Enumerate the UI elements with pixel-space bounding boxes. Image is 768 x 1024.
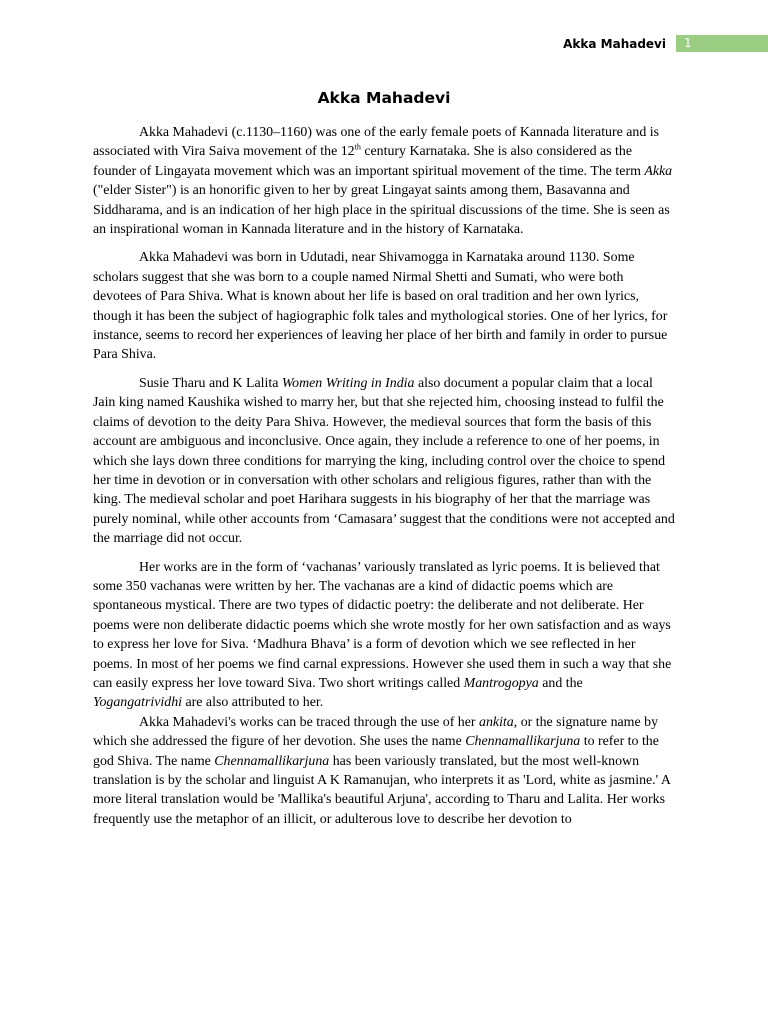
document-body: [93, 123, 675, 829]
header-title: Akka Mahadevi: [563, 37, 666, 51]
page-header: [0, 35, 768, 52]
paragraph-4: Her works are in the form of ‘vachanas’ variously translated as lyric poems. It is believed that some 350 vachanas were written by her. The vachanas are a kind of didactic poems which are spontaneous mystical. There are two types of didactic poetry: the deliberate and not deliberate. Her poems were non deliberate didactic poems which she wrote mostly for her own satisfaction and as ways to express her love for Siva. ‘Madhura Bhava’ is a form of devotion which we see reflected in her poems. In most of her poems we find carnal expressions. However she used them in such a way that she can easily express her love toward Siva. Two short writings called Mantrogopya and the Yogangatrividhi are also attributed to her.: [93, 559, 672, 711]
paragraph-5: Akka Mahadevi's works can be traced through the use of her ankita, or the signature name by which she addressed the figure of her devotion. She uses the name Chennamallikarjuna to refer to the god Shiva. The name Chennamallikarjuna has been variously translated, but the most well-known translation is by the scholar and linguist A K Ramanujan, who interprets it as 'Lord, white as jasmine.' A more literal translation would be 'Mallika's beautiful Arjuna', according to Tharu and Lalita. Her works frequently use the metaphor of an illicit, or adulterous love to describe her devotion to: [93, 714, 671, 827]
paragraph-1: Akka Mahadevi (c.1130–1160) was one of the early female poets of Kannada literature and is associated with Vira Saiva movement of the 12th century Karnataka. She is also considered as the founder of Lingayata movement which was an important spiritual movement of the time. The term Akka ("elder Sister") is an honorific given to her by great Lingayat saints among them, Basavanna and Siddharama, and is an indication of her high place in the spiritual discussions of the time. She is seen as an inspirational woman in Kannada literature and in the history of Karnataka.: [93, 125, 673, 238]
paragraph-2: Akka Mahadevi was born in Udutadi, near Shivamogga in Karnataka around 1130. Some scholars suggest that she was born to a couple named Nirmal Shetti and Sumati, who were both devotees of Para Shiva. What is known about her life is based on oral tradition and her own lyrics, though it has been the subject of hagiographic folk tales and mythological stories. One of her lyrics, for instance, seems to record her experiences of leaving her place of her birth and family in order to pursue Para Shiva.: [93, 250, 668, 363]
document-title: Akka Mahadevi: [317, 89, 451, 107]
page-number-badge: 1: [676, 35, 768, 52]
paragraph-3: Susie Tharu and K Lalita Women Writing in India also document a popular claim that a local Jain king named Kaushika wished to marry her, but that she rejected him, choosing instead to fulfil the claims of devotion to the deity Para Shiva. However, the medieval sources that form the basis of this account are ambiguous and inconclusive. Once again, they include a reference to one of her poems, in which she lays down three conditions for marrying the king, including control over the choice to spend her time in devotion or in conversation with other scholars and religious figures, rather than with the king. The medieval scholar and poet Harihara suggests in his biography of her that the marriage was purely nominal, while other accounts from ‘Camasara’ suggest that the conditions were not accepted and the marriage did not occur.: [93, 375, 675, 547]
